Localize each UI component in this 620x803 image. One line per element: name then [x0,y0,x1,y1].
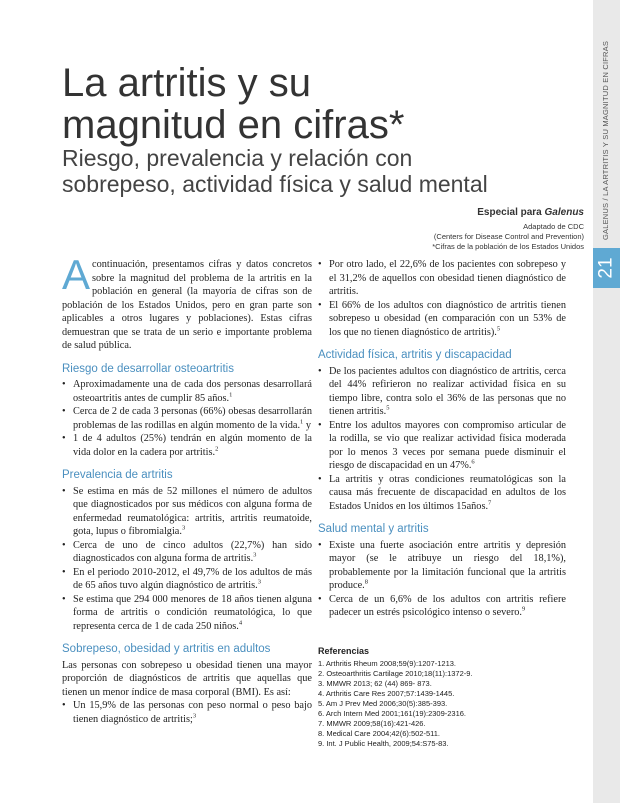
citation: 1 [229,391,233,399]
list-item [318,473,566,514]
item-text: Cerca de 2 de cada 3 personas (66%) obesas desarrollarán problemas de las rodillas en algún momento de la vida. [73,406,312,431]
list-riesgo [62,378,312,459]
reference-item: 4. Arthritis Care Res 2007;57:1439-1445. [318,688,455,698]
citation: 3 [257,578,261,586]
intro-text: continuación, presentamos cifras y datos concretos sobre la magnitud del problema de la artritis en la población en general (la mayoría de cifras son de población de los Estados Unidos, pero en gran parte son aplicables a otros lugares y poblaciones). Estas cifras demuestran que se trata de un serio e importante problema de salud pública. [62,259,312,351]
drop-cap: A [62,251,91,298]
citation: 3 [181,524,186,532]
reference-item: 8. Medical Care 2004;42(6):502-511. [318,728,441,738]
list-item [62,485,312,539]
title-line-2: magnitud en cifras* [62,103,405,147]
page-number-badge [593,248,620,288]
list-item [62,539,312,566]
list-item [318,365,566,419]
byline-publication: Galenus [544,207,584,218]
item-text: Cerca de un 6,6% de los adultos con artritis refiere padecer un estrés psicológico intenso o severo. [329,593,566,618]
item-text: Entre los adultos mayores con compromiso articular de la rodilla, se vio que realizar actividad física moderada por lo menos 3 veces por semana puede disminuir el riesgo de discapacidad en un 47%. [329,419,566,471]
citation: 2 [215,445,219,453]
heading-salud-mental: Salud mental y artritis [318,523,429,535]
sobrepeso-intro: Las personas con sobrepeso u obesidad tienen una mayor proporción de diagnósticos de artritis que aquellas que tienen un menor índice de masa corporal (BMI). Es así: [62,659,312,698]
list-salud-mental [318,539,566,620]
list-item [318,539,566,593]
list-item [318,299,566,340]
reference-item: 5. Am J Prev Med 2006;30(5):385-393. [318,698,448,708]
reference-item: 3. MMWR 2013; 62 (44) 869- 873. [318,678,432,688]
running-header-text: GALENUS / LA ARTRITIS Y SU MAGNITUD EN CIFRAS [601,40,610,240]
article-subtitle [62,145,582,197]
heading-actividad: Actividad física, artritis y discapacidad [318,349,512,361]
reference-item: 9. Int. J Public Health, 2009;54:S75-83. [318,738,449,748]
citation: 4 [238,619,243,627]
citation: 9 [522,605,526,613]
item-text: Un 15,9% de las personas con peso normal o peso bajo tienen diagnóstico de artritis; [73,700,312,725]
article-title [62,62,582,146]
list-item [318,258,566,299]
item-text: La artritis y otras condiciones reumatológicas son la causa más frecuente de discapacidad en adultos de los Estados Unidos en los últimos 15años. [329,473,566,512]
byline-prefix: Especial para [477,207,545,218]
reference-item: 1. Arthritis Rheum 2008;59(9):1207-1213. [318,658,456,668]
reference-item: 2. Osteoarthritis Cartilage 2010;18(11):1372-9. [318,668,473,678]
item-text: Cerca de uno de cinco adultos (22,7%) han sido diagnosticados con alguna forma de artritis. [73,539,312,564]
citation: 3 [253,551,257,559]
heading-sobrepeso: Sobrepeso, obesidad y artritis en adultos [62,643,271,655]
list-item [62,566,312,593]
list-item [62,699,312,726]
right-column [318,258,566,749]
author-credit [432,207,584,252]
heading-riesgo: Riesgo de desarrollar osteoartritis [62,362,234,375]
subtitle-line-2: sobrepeso, actividad física y salud mental [62,171,488,197]
citation: 1 [300,418,304,426]
references-title: Referencias [318,645,370,656]
citation: 6 [471,458,475,466]
item-text: Se estima que 294 000 menores de 18 años tienen alguna forma de artritis o condición reumatológica, lo que representa cerca de 1 de cada 250 niños. [73,593,312,632]
list-item [62,432,312,459]
item-text: 1 de 4 adultos (25%) tendrán en algún momento de la vida dolor en la cadera por artritis. [73,433,312,458]
list-sobrepeso-left [62,699,312,726]
citation: 3 [192,712,197,720]
left-column [62,251,312,726]
item-text: Se estima en más de 52 millones el número de adultos que diagnosticados por sus médicos con alguna forma de enfermedad reumatológica: artritis, artritis reumatoide, gota, lupus o fibromialgia. [73,485,312,537]
list-actividad [318,365,566,514]
adapted-from: Adaptado de CDC [523,222,584,231]
item-text: Existe una fuerte asociación entre artritis y depresión mayor (se le atribuye un riesgo del 18,1%), probablemente por la limitación funcional que la artritis produce. [329,539,566,591]
population-footnote: *Cifras de la población de los Estados Unidos [432,242,584,251]
title-line-1: La artritis y su [62,61,311,105]
item-text: En el periodo 2010-2012, el 49,7% de los adultos de más de 65 años tuvo algún diagnóstico de artritis. [73,566,312,591]
item-text: El 66% de los adultos con diagnóstico de artritis tienen sobrepeso u obesidad (en comparación con un 53% de los que no tienen diagnóstico de artritis). [329,299,566,338]
citation: 7 [488,499,492,507]
item-text: Aproximadamente una de cada dos personas desarrollará osteoartritis antes de cumplir 85 años. [73,379,312,404]
item-text: De los pacientes adultos con diagnóstico de artritis, cerca del 44% refirieron no realizar actividad física en su tiempo libre, contra solo el 36% de las personas que no tienen artritis. [329,365,566,417]
list-item [318,593,566,620]
citation: 5 [496,325,501,333]
reference-item: 7. MMWR 2009;58(16):421-426. [318,718,426,728]
byline [432,207,584,218]
item-tail: y [303,419,312,431]
list-item [62,593,312,634]
list-item [318,419,566,473]
citation: 5 [386,404,390,412]
list-prevalencia [62,485,312,634]
reference-item: 6. Arch Intern Med 2001;161(19):2309-2316. [318,708,467,718]
source-org: (Centers for Disease Control and Prevention) [433,232,584,241]
subtitle-line-1: Riesgo, prevalencia y relación con [62,145,413,171]
list-item [62,405,312,432]
item-text: Por otro lado, el 22,6% de los pacientes con sobrepeso y el 31,2% de aquellos con obesidad tienen diagnóstico de artritis. [329,259,566,297]
list-item [62,378,312,405]
list-sobrepeso-right [318,258,566,339]
intro-paragraph [62,251,312,353]
references [318,646,566,749]
heading-prevalencia: Prevalencia de artritis [62,469,173,481]
citation: 8 [364,578,368,586]
page-number: 21 [595,257,617,279]
